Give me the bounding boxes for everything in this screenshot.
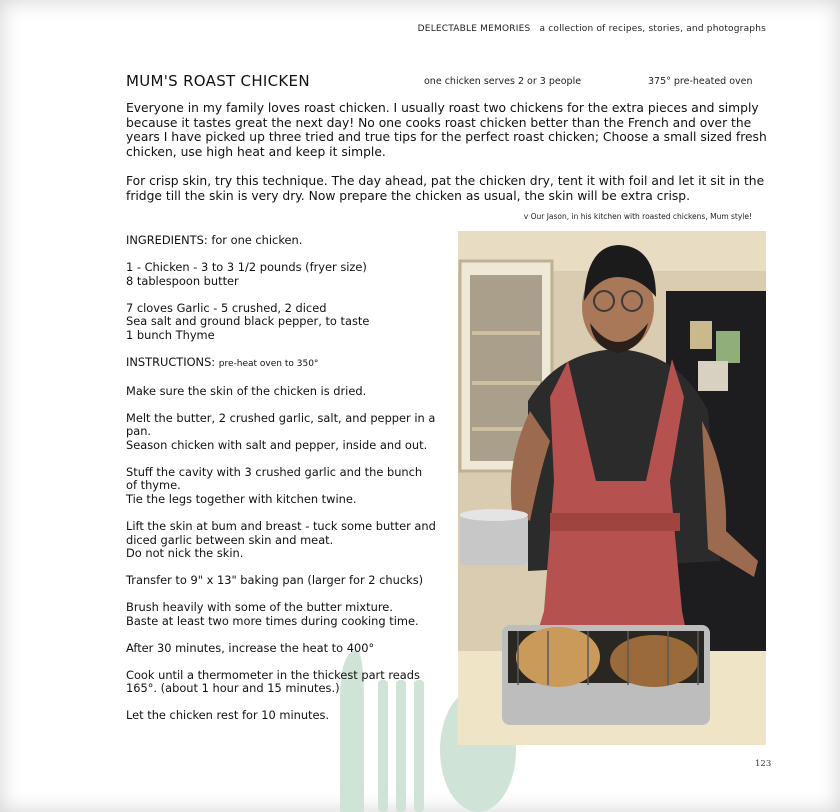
instruction-step: Season chicken with salt and pepper, inside and out. [126,437,428,452]
recipe-body [126,234,436,736]
instruction-step: Brush heavily with some of the butter mixture. [126,600,393,615]
instruction-step: Do not nick the skin. [126,546,244,561]
kitchen-photo [458,231,766,745]
ingredient-item: Sea salt and ground black pepper, to taste [126,314,370,329]
ingredient-item: 7 cloves Garlic - 5 crushed, 2 diced [126,300,327,315]
ingredients-heading: INGREDIENTS: for one chicken. [126,233,303,247]
instructions-heading: INSTRUCTIONS: [126,354,216,369]
instruction-step: Cook until a thermometer in the thickest part reads 165°. (about 1 hour and 15 minutes.) [126,667,420,696]
running-header [418,24,766,34]
instruction-step: Stuff the cavity with 3 crushed garlic and the bunch of thyme. [126,464,423,493]
oven-temperature: 375° pre-heated oven [648,76,753,87]
crisp-skin-tip: For crisp skin, try this technique. The day ahead, pat the chicken dry, tent it with foil and let it sit in the fridge till the skin is very dry. Now prepare the chicken as usual, the skin will be extra crisp. [126,174,765,203]
instruction-step: Baste at least two more times during cooking time. [126,613,419,628]
preheat-note: pre-heat oven to 350° [218,358,319,369]
book-subtitle: a collection of recipes, stories, and photographs [539,24,766,34]
photo-caption: v Our Jason, in his kitchen with roasted chickens, Mum style! [523,212,752,221]
instruction-step: Let the chicken rest for 10 minutes. [126,708,330,723]
book-title: DELECTABLE MEMORIES [417,24,531,34]
page-number: 123 [755,759,772,769]
roast-chicken [610,635,698,687]
instruction-step: Tie the legs together with kitchen twine. [126,492,357,507]
instruction-step: After 30 minutes, increase the heat to 400° [126,640,375,655]
serving-size: one chicken serves 2 or 3 people [424,76,582,87]
ingredient-item: 1 - Chicken - 3 to 3 1/2 pounds (fryer size) [126,259,367,274]
ingredient-item: 8 tablespoon butter [126,273,239,288]
recipe-title: MUM'S ROAST CHICKEN [126,72,310,90]
recipe-title-row [126,72,766,92]
instruction-step: Melt the butter, 2 crushed garlic, salt, and pepper in a pan. [126,410,436,439]
instruction-step: Transfer to 9" x 13" baking pan (larger for 2 chucks) [126,573,424,588]
instruction-step: Make sure the skin of the chicken is dried. [126,383,367,398]
intro-paragraph: Everyone in my family loves roast chicken. I usually roast two chickens for the extra pieces and simply because it tastes great the next day! No one cooks roast chicken better than the French and over the years I have picked up three tried and true tips for the perfect roast chicken; Choose a small sized fresh chicken, use high heat and keep it simple. [126,101,767,159]
instruction-step: Lift the skin at bum and breast - tuck some butter and diced garlic between skin and meat. [126,519,436,547]
ingredient-item: 1 bunch Thyme [126,327,215,342]
